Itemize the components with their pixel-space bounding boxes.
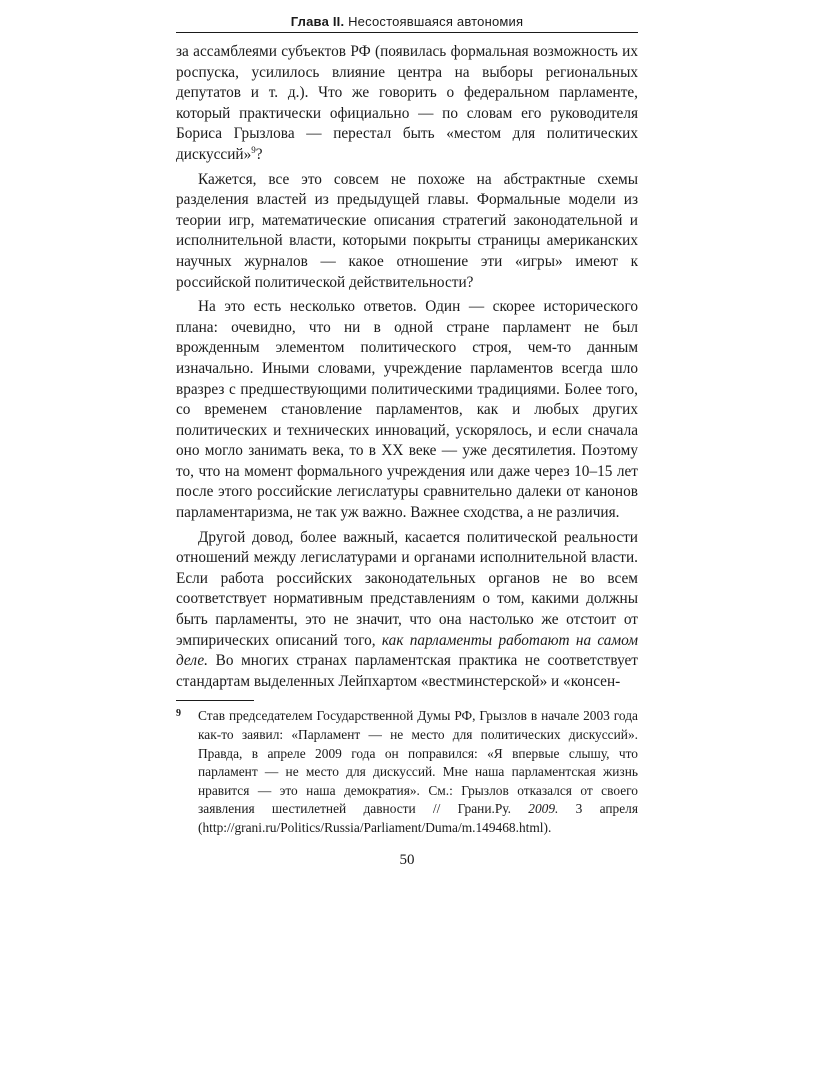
book-page (176, 14, 638, 869)
page-number: 50 (399, 851, 415, 868)
paragraph-1-text: за ассамблеями субъектов РФ (появилась формальная возможность их роспуска, усилилось влияние центра на выборы региональных депутатов и т. д.). Что же говорить о федеральном парламенте, который практически официально — по словам его руководителя Бориса Грызлова — перестал быть «местом для политических дискуссий» (176, 43, 638, 163)
paragraph-4-text: Другой довод, более важный, касается политической реальности отношений между легислатурами и органами исполнительной власти. Если работа российских законодательных органов не во всем соответствует нормативным представлениям о том, какими должны быть парламенты, это не значит, что она настолько же отстоит от эмпирических описаний того, (176, 528, 638, 649)
footnote-text-main: Став председателем Государственной Думы РФ, Грызлов в начале 2003 года как-то заявил: «Парламент — не место для политических дискуссий». Правда, в апреле 2009 года он поправился: «Я впервые слышу, что парламент — не место для дискуссий. Мне наша парламентская жизнь нравится — это наша демократия». См.: Грызлов отказался от своего заявления шестилетней давности // Грани.Ру. (198, 708, 638, 817)
footnote-mark: 9 (176, 708, 181, 720)
footnote-reference[interactable]: 9 (251, 144, 256, 155)
running-header (176, 14, 638, 33)
paragraph-1-end: ? (255, 145, 263, 163)
chapter-number: Глава II. (290, 14, 345, 29)
paragraph-1 (176, 42, 638, 166)
paragraph-2: Кажется, все это совсем не похоже на абстрактные схемы разделения властей из предыдущей главы. Формальные модели из теории игр, математические описания стратегий законодательной и исполнительной власти, которыми покрыты страницы американских научных журналов — какое отношение эти «игры» имеют к российской политической действительности? (176, 170, 638, 291)
footnote-divider (176, 700, 254, 701)
paragraph-4-end: Во многих странах парламентская практика не соответствует стандартам выделенных Лейпхартом «вестминстерской» и «консен- (176, 652, 638, 690)
footnote (176, 707, 638, 837)
paragraph-3: На это есть несколько ответов. Один — скорее исторического плана: очевидно, что ни в одной стране парламент не был врожденным элементом политического строя, чем-то данным изначально. Иными словами, учреждение парламентов всегда шло вразрез с предшествующими политическими традициями. Более того, со временем становление парламентов, как и любых других политических и технических инноваций, ускорялось, и если сначала оно могло занимать века, то в XX веке — уже десятилетия. Поэтому то, что на момент формального учреждения или даже через 10–15 лет после этого российские легислатуры сравнительно далеки от канонов парламентаризма, не так уж важно. Важнее сходства, а не различия. (176, 298, 638, 522)
footnote-text (198, 707, 638, 837)
chapter-title: Несостоявшаяся автономия (348, 14, 524, 29)
paragraph-4 (176, 528, 638, 693)
footnote-year: 2009. (528, 801, 559, 817)
paragraph-4-emphasis: как парламенты работают на самом деле. (176, 631, 639, 670)
footnote-text-end: 3 апреля (http://grani.ru/Politics/Russia/Parliament/Duma/m.149468.html). (198, 801, 638, 835)
